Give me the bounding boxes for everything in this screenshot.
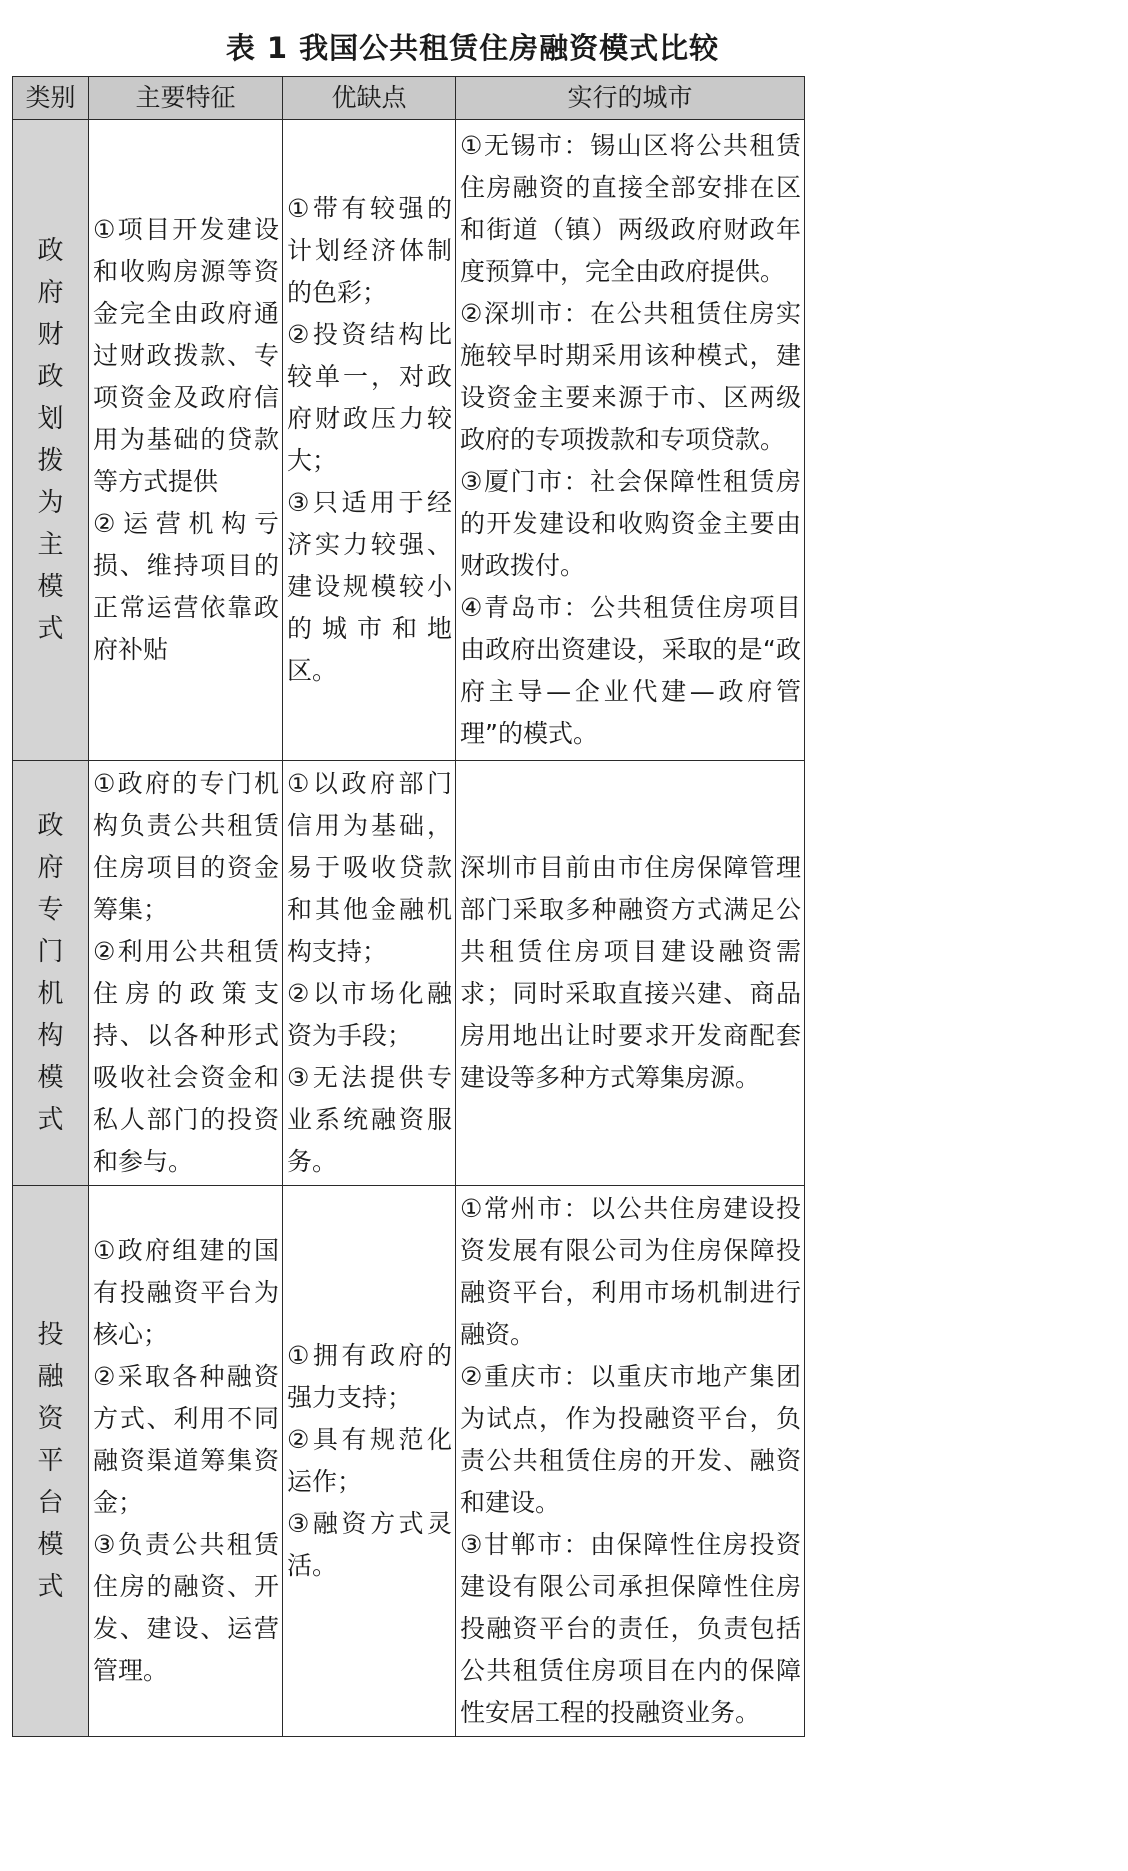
header-features: 主要特征	[89, 77, 283, 120]
cities-text: 深圳市目前由市住房保障管理部门采取多种融资方式满足公共租赁住房项目建设融资需求；同时采取直接兴建、商品房用地出让时要求开发商配套建设等多种方式筹集房源。	[460, 853, 801, 1092]
table-row	[13, 120, 805, 761]
header-cities: 实行的城市	[456, 77, 805, 120]
category-cell	[13, 1186, 89, 1737]
pros-cons-cell	[283, 120, 456, 761]
features-text: ①政府组建的国有投融资平台为核心； ②采取各种融资方式、利用不同融资渠道筹集资金； ③负责公共租赁住房的融资、开发、建设、运营管理。	[93, 1236, 279, 1685]
pros-cons-text: ①拥有政府的强力支持； ②具有规范化运作； ③融资方式灵活。	[287, 1341, 452, 1580]
features-text: ①项目开发建设和收购房源等资金完全由政府通过财政拨款、专项资金及政府信用为基础的贷款等方式提供 ②运营机构亏损、维持项目的正常运营依靠政府补贴	[93, 215, 279, 664]
pros-cons-cell	[283, 761, 456, 1186]
cities-text: ①无锡市：锡山区将公共租赁住房融资的直接全部安排在区和街道（镇）两级政府财政年度预算中，完全由政府提供。 ②深圳市：在公共租赁住房实施较早时期采用该种模式，建设资金主要来源于市、区两级政府的专项拨款和专项贷款。 ③厦门市：社会保障性租赁房的开发建设和收购资金主要由财政拨付。 ④青岛市：公共租赁住房项目由政府出资建设，采取的是“政府主导—企业代建—政府管理”的模式。	[460, 131, 801, 748]
features-cell	[89, 120, 283, 761]
pros-cons-text: ①带有较强的计划经济体制的色彩； ②投资结构比较单一，对政府财政压力较大； ③只适用于经济实力较强、建设规模较小的城市和地区。	[287, 194, 452, 685]
cities-cell	[456, 120, 805, 761]
category-label: 投融资平台模式	[37, 1320, 64, 1602]
header-category: 类别	[13, 77, 89, 120]
table-row	[13, 1186, 805, 1737]
table-header-row	[13, 77, 805, 120]
features-cell	[89, 761, 283, 1186]
pros-cons-cell	[283, 1186, 456, 1737]
cities-text: ①常州市：以公共住房建设投资发展有限公司为住房保障投融资平台，利用市场机制进行融资。 ②重庆市：以重庆市地产集团为试点，作为投融资平台，负责公共租赁住房的开发、融资和建设。 ③甘郸市：由保障性住房投资建设有限公司承担保障性住房投融资平台的责任，负责包括公共租赁住房项目在内的保障性安居工程的投融资业务。	[460, 1194, 801, 1727]
pros-cons-text: ①以政府部门信用为基础，易于吸收贷款和其他金融机构支持； ②以市场化融资为手段； ③无法提供专业系统融资服务。	[287, 769, 452, 1176]
features-cell	[89, 1186, 283, 1737]
header-pros-cons: 优缺点	[283, 77, 456, 120]
table-row	[13, 761, 805, 1186]
category-cell	[13, 120, 89, 761]
category-cell	[13, 761, 89, 1186]
features-text: ①政府的专门机构负责公共租赁住房项目的资金筹集； ②利用公共租赁住房的政策支持、以各种形式吸收社会资金和私人部门的投资和参与。	[93, 769, 279, 1176]
table-title: 表 1 我国公共租赁住房融资模式比较	[225, 31, 720, 65]
category-label: 政府财政划拨为主模式	[37, 236, 64, 644]
financing-mode-table	[12, 76, 805, 1737]
category-label: 政府专门机构模式	[37, 811, 64, 1135]
cities-cell	[456, 761, 805, 1186]
cities-cell	[456, 1186, 805, 1737]
